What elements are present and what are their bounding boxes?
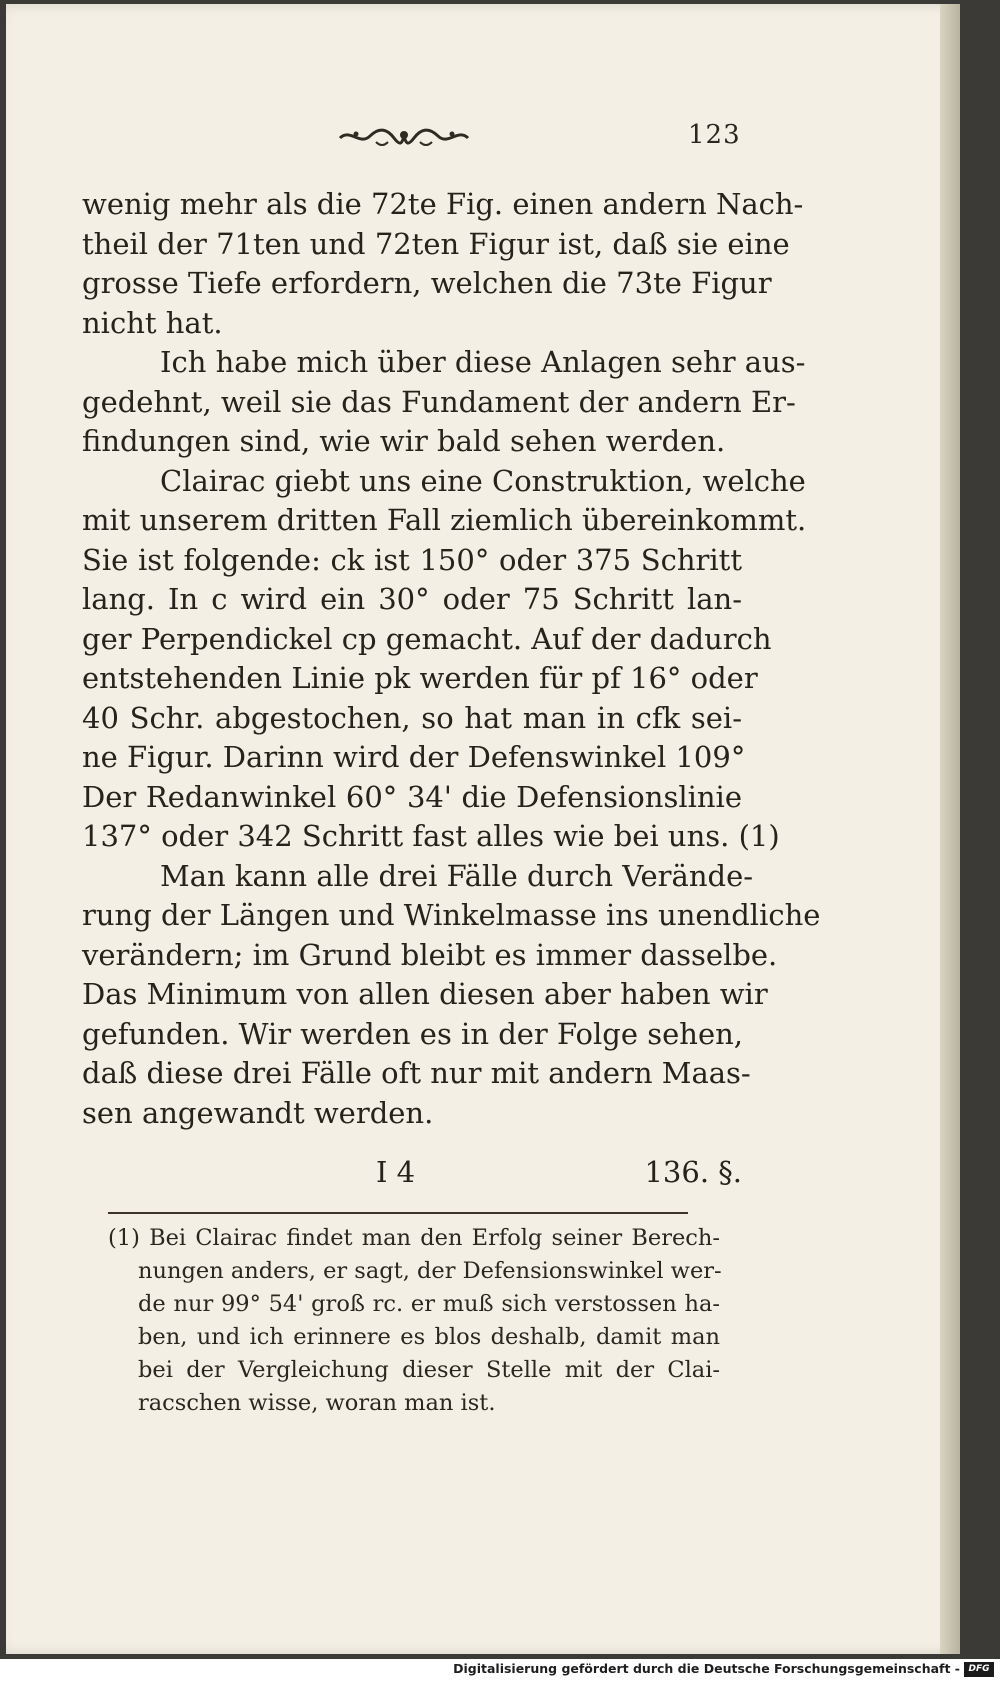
text-line: nicht hat. xyxy=(82,305,223,340)
dfg-logo-icon: DFG xyxy=(964,1662,994,1677)
text-line: Man kann alle drei Fälle durch Verände- xyxy=(160,858,754,893)
page-edge xyxy=(940,4,960,1654)
page-number: 123 xyxy=(688,120,741,150)
decorative-vignette-icon xyxy=(336,122,472,150)
text-line: daß diese drei Fälle oft nur mit andern Maas- xyxy=(82,1056,751,1090)
signature-row xyxy=(82,1155,742,1195)
footnote-line: bei der Vergleichung dieser Stelle mit der Clai- xyxy=(138,1357,720,1383)
text-line: 40 Schr. abgestochen, so hat man in cfk sei- xyxy=(82,700,742,735)
footnote-line: ben, und ich erinnere es blos deshalb, damit man xyxy=(138,1324,720,1350)
text-line: wenig mehr als die 72te Fig. einen andern Nach- xyxy=(82,187,804,221)
footnote xyxy=(108,1222,720,1420)
text-line: gefunden. Wir werden es in der Folge sehen, xyxy=(82,1016,744,1051)
text-line: findungen sind, wie wir bald sehen werden. xyxy=(82,424,726,458)
text-line: Sie ist folgende: ck ist 150° oder 375 Schritt xyxy=(82,542,742,577)
footnote-rule xyxy=(108,1212,688,1214)
text-line: verändern; im Grund bleibt es immer dasselbe. xyxy=(82,937,778,972)
signature-mark: I 4 xyxy=(376,1155,416,1189)
catchword: 136. §. xyxy=(644,1155,742,1189)
digitization-footer xyxy=(0,1659,1000,1681)
footnote-line: racschen wisse, woran man ist. xyxy=(138,1390,496,1416)
text-line: Der Redanwinkel 60° 34' die Defensionslinie xyxy=(82,779,742,814)
text-line: gedehnt, weil sie das Fundament der andern Er- xyxy=(82,384,796,419)
footnote-line: (1) Bei Clairac findet man den Erfolg seiner Berech- xyxy=(108,1225,720,1251)
main-text xyxy=(82,185,821,1133)
text-line: entstehenden Linie pk werden für pf 16° oder xyxy=(82,661,758,695)
text-line: theil der 71ten und 72ten Figur ist, daß sie eine xyxy=(82,226,790,261)
text-line: ne Figur. Darinn wird der Defenswinkel 109° xyxy=(82,740,746,774)
text-line: lang. In c wird ein 30° oder 75 Schritt lan- xyxy=(82,582,742,616)
text-line: Ich habe mich über diese Anlagen sehr aus- xyxy=(160,345,806,379)
text-line: Das Minimum von allen diesen aber haben wir xyxy=(82,977,768,1011)
text-line: rung der Längen und Winkelmasse ins unendliche xyxy=(82,898,821,932)
footnote-line: nungen anders, er sagt, der Defensionswinkel wer- xyxy=(138,1258,722,1284)
text-line: sen angewandt werden. xyxy=(82,1095,434,1130)
text-line: grosse Tiefe erfordern, welchen die 73te Figur xyxy=(82,266,772,300)
footnote-line: de nur 99° 54' groß rc. er muß sich verstossen ha- xyxy=(138,1291,720,1317)
text-line: mit unserem dritten Fall ziemlich übereinkommt. xyxy=(82,503,807,537)
funding-credit: Digitalisierung gefördert durch die Deutsche Forschungsgemeinschaft - xyxy=(453,1661,960,1676)
text-line: Clairac giebt uns eine Construktion, welche xyxy=(160,463,806,498)
text-line: 137° oder 342 Schritt fast alles wie bei uns. (1) xyxy=(82,819,780,853)
text-line: ger Perpendickel cp gemacht. Auf der dadurch xyxy=(82,621,772,656)
